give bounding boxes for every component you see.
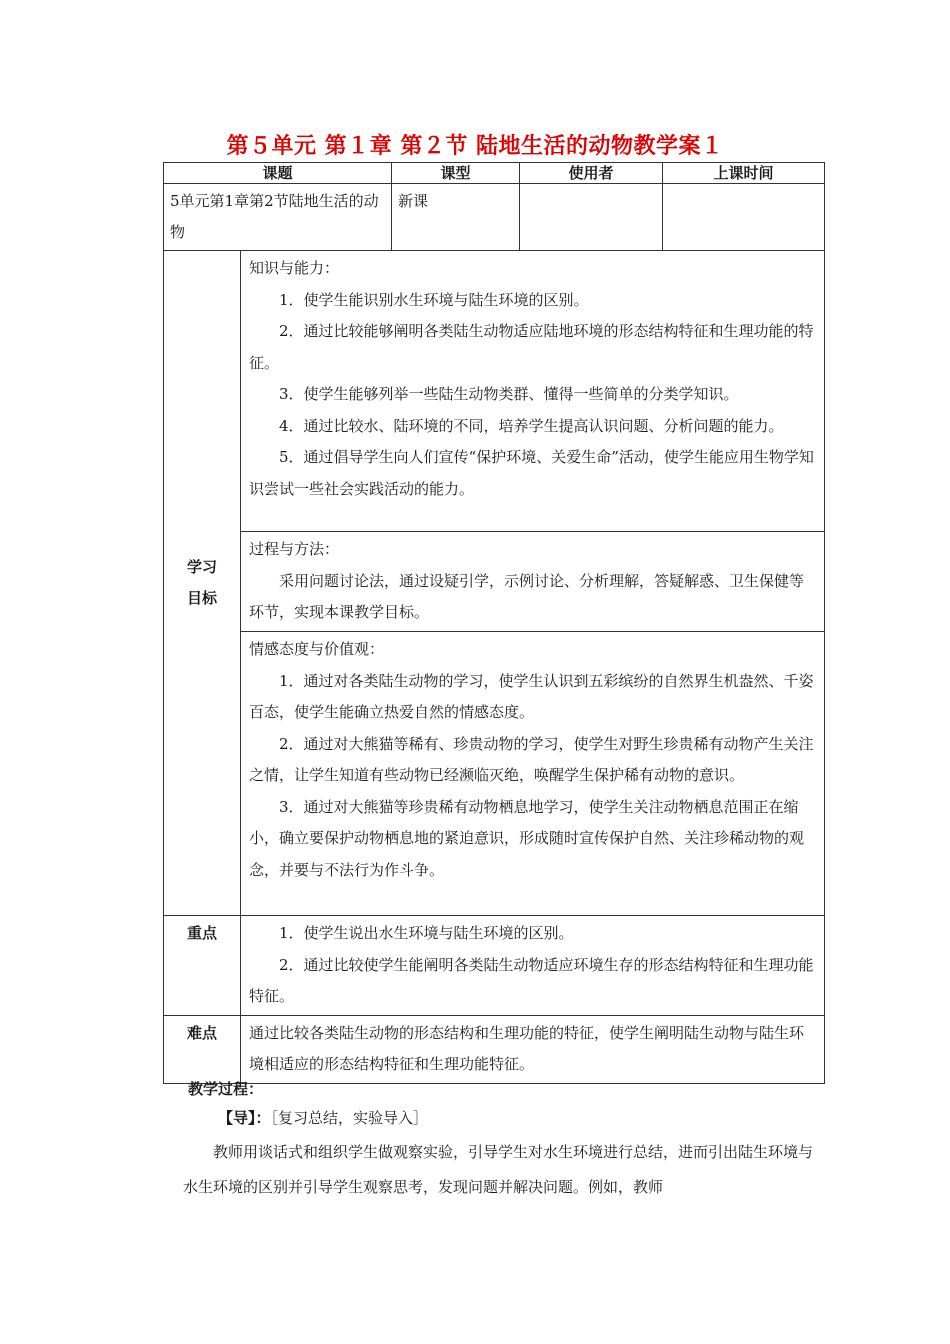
user-cell <box>520 184 663 251</box>
lesson-plan-table <box>163 162 825 1084</box>
page-title: 第５单元 第１章 第２节 陆地生活的动物教学案１ <box>226 134 724 159</box>
difficulties-label: 难点 <box>164 1015 241 1083</box>
process-cell <box>241 532 825 632</box>
objectives-process-row <box>164 532 825 632</box>
topic-cell: 5单元第1章第2节陆地生活的动物 <box>164 184 392 251</box>
process-heading: 过程与方法： <box>249 540 340 558</box>
type-cell: 新课 <box>392 184 520 251</box>
key-points-label: 重点 <box>164 916 241 1016</box>
knowledge-item-2: 2．通过比较能够阐明各类陆生动物适应陆地环境的形态结构特征和生理功能的特征。 <box>249 322 814 372</box>
intro-paragraph: 教师用谈话式和组织学生做观察实验，引导学生对水生环境进行总结，进而引出陆生环境与水生环境的区别并引导学生观察思考，发现问题并解决问题。例如，教师 <box>183 1143 814 1196</box>
emotion-cell <box>241 632 825 916</box>
info-row <box>164 184 825 251</box>
header-user: 使用者 <box>520 163 663 184</box>
process-item-1: 采用问题讨论法，通过设疑引学，示例讨论、分析理解，答疑解惑、卫生保健等环节，实现本课教学目标。 <box>249 571 805 621</box>
difficulties-cell <box>241 1015 825 1083</box>
emotion-item-2: 2．通过对大熊猫等稀有、珍贵动物的学习，使学生对野生珍贵稀有动物产生关注之情，让学生知道有些动物已经濒临灭绝，唤醒学生保护稀有动物的意识。 <box>249 734 814 784</box>
objectives-label <box>164 251 241 916</box>
header-time: 上课时间 <box>663 163 825 184</box>
key-points-cell <box>241 916 825 1016</box>
emotion-heading: 情感态度与价值观： <box>249 640 385 658</box>
intro-line <box>218 1107 428 1128</box>
emotion-item-1: 1．通过对各类陆生动物的学习，使学生认识到五彩缤纷的自然界生机盎然、千姿百态，使学生能确立热爱自然的情感态度。 <box>249 671 814 721</box>
intro-note: ［复习总结，实验导入］ <box>270 1109 429 1127</box>
teaching-process-label: 教学过程： <box>188 1080 264 1098</box>
key-points-row <box>164 916 825 1016</box>
knowledge-item-4: 4．通过比较水、陆环境的不同，培养学生提高认识问题、分析问题的能力。 <box>279 416 784 435</box>
difficulties-text: 通过比较各类陆生动物的形态结构和生理功能的特征，使学生阐明陆生动物与陆生环境相适应的形态结构特征和生理功能特征。 <box>249 1023 805 1073</box>
emotion-item-3: 3．通过对大熊猫等珍贵稀有动物栖息地学习，使学生关注动物栖息范围正在缩小，确立要保护动物栖息地的紧迫意识，形成随时宣传保护自然、关注珍稀动物的观念，并要与不法行为作斗争。 <box>249 797 805 879</box>
objectives-emotion-row <box>164 632 825 916</box>
knowledge-item-1: 1．使学生能识别水生环境与陆生环境的区别。 <box>279 290 589 309</box>
knowledge-cell <box>241 251 825 532</box>
intro-tag: 【导】： <box>218 1109 271 1127</box>
time-cell <box>663 184 825 251</box>
table-header-row <box>164 163 825 184</box>
key-point-2: 2．通过比较使学生能阐明各类陆生动物适应环境生存的形态结构特征和生理功能特征。 <box>249 955 814 1005</box>
difficulties-row <box>164 1015 825 1083</box>
objectives-label-text: 学习目标 <box>186 558 217 607</box>
knowledge-heading: 知识与能力： <box>249 259 340 277</box>
header-topic: 课题 <box>164 163 392 184</box>
knowledge-item-3: 3．使学生能够列举一些陆生动物类群、懂得一些简单的分类学知识。 <box>279 385 739 403</box>
key-point-1: 1．使学生说出水生环境与陆生环境的区别。 <box>279 924 574 942</box>
header-type: 课型 <box>392 163 520 184</box>
objectives-knowledge-row <box>164 251 825 532</box>
knowledge-item-5: 5．通过倡导学生向人们宣传“保护环境、关爱生命”活动，使学生能应用生物学知识尝试一些社会实践活动的能力。 <box>249 448 814 498</box>
